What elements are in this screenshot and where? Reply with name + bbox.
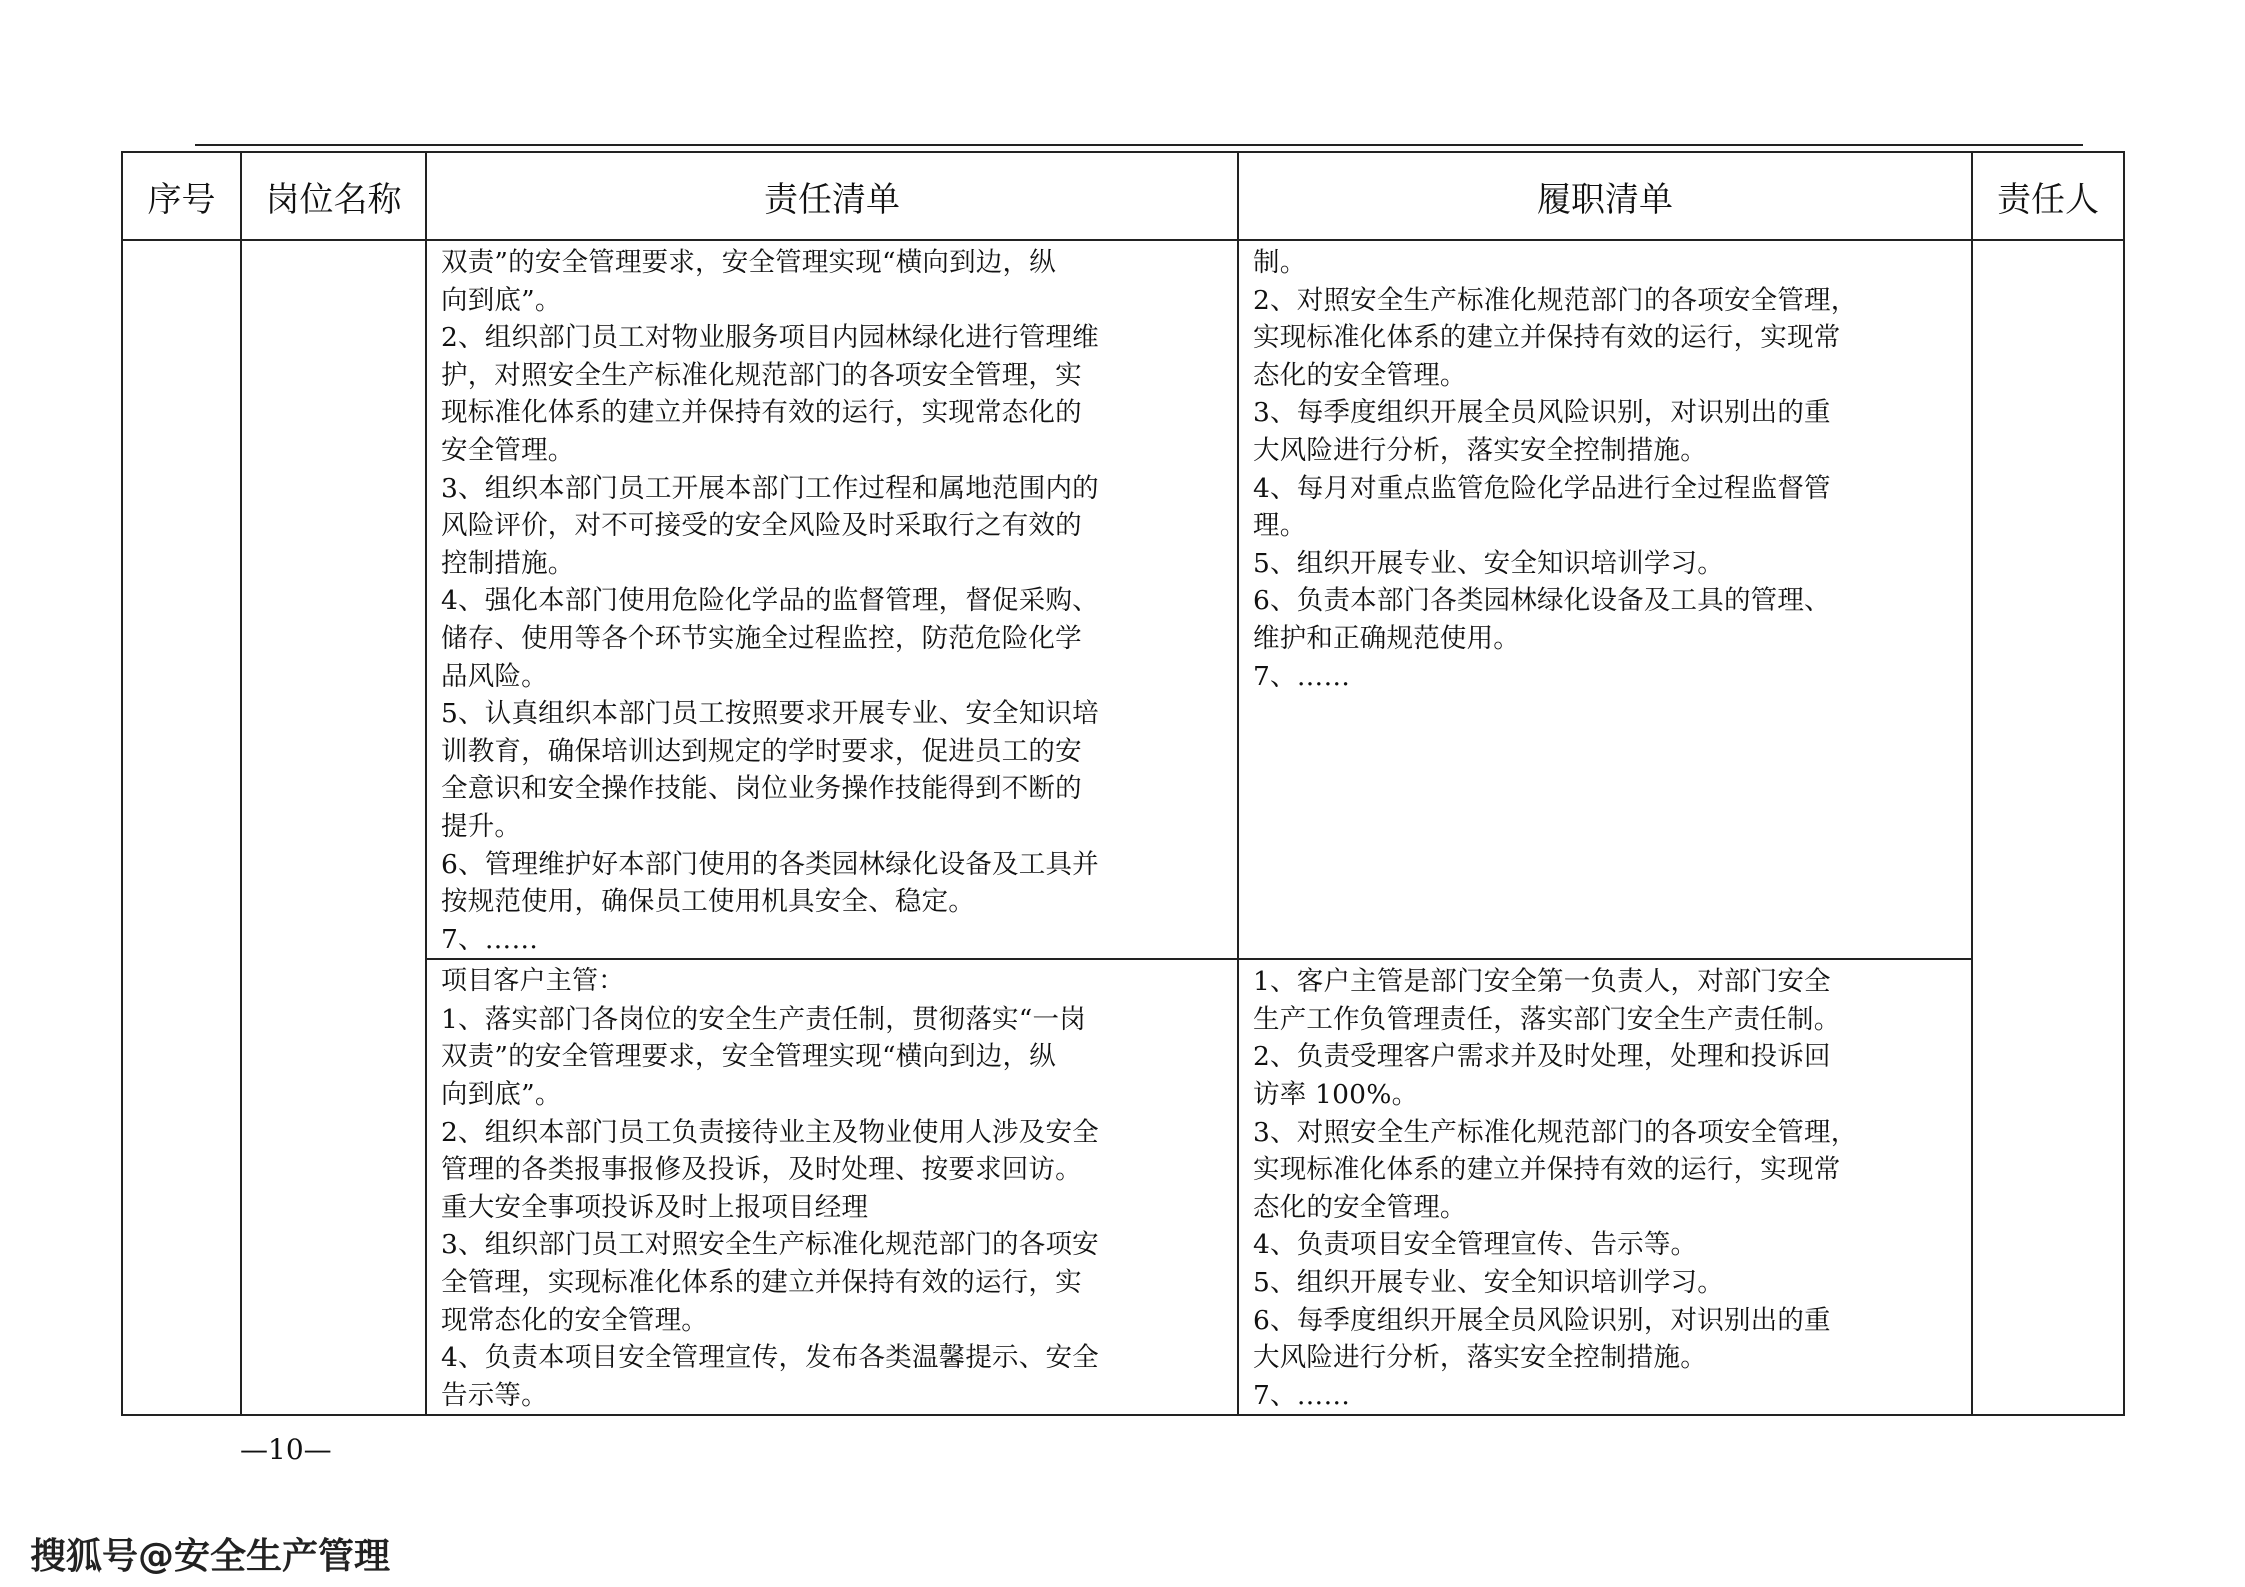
- text-line: 3、对照安全生产标准化规范部门的各项安全管理，: [1253, 1116, 1858, 1148]
- responsibility-text: [427, 241, 1237, 958]
- text-line: 向到底”。: [441, 284, 562, 316]
- text-line: 实现标准化体系的建立并保持有效的运行，实现常: [1253, 322, 1841, 354]
- text-line: 风险评价，对不可接受的安全风险及时采取行之有效的: [441, 510, 1082, 542]
- source-watermark: 搜狐号@安全生产管理: [30, 1536, 391, 1577]
- text-line: 生产工作负管理责任，落实部门安全生产责任制。: [1253, 1003, 1841, 1035]
- responsibility-text: [427, 960, 1237, 1414]
- text-line: 4、负责本项目安全管理宣传，发布各类温馨提示、安全: [441, 1342, 1099, 1374]
- table-header-row: [122, 152, 2124, 240]
- text-line: 4、每月对重点监管危险化学品进行全过程监督管: [1253, 472, 1831, 504]
- position-name-cell: [241, 240, 426, 1415]
- text-line: 提升。: [441, 810, 522, 842]
- serial-number-cell: [122, 240, 241, 1415]
- text-line: 2、组织部门员工对物业服务项目内园林绿化进行管理维: [441, 322, 1099, 354]
- text-line: 2、负责受理客户需求并及时处理，处理和投诉回: [1253, 1041, 1831, 1073]
- text-line: 护，对照安全生产标准化规范部门的各项安全管理，实: [441, 359, 1082, 391]
- text-line: 6、负责本部门各类园林绿化设备及工具的管理、: [1253, 585, 1831, 617]
- text-line: 7、……: [1253, 1379, 1351, 1411]
- text-line: 双责”的安全管理要求，安全管理实现“横向到边，纵: [441, 247, 1056, 278]
- responsible-person-cell: [1972, 240, 2124, 1415]
- text-line: 5、组织开展专业、安全知识培训学习。: [1253, 1267, 1724, 1299]
- responsibility-table: [121, 151, 2125, 1416]
- text-line: 7、……: [1253, 660, 1351, 692]
- text-line: 2、对照安全生产标准化规范部门的各项安全管理，: [1253, 284, 1858, 316]
- text-line: 全意识和安全操作技能、岗位业务操作技能得到不断的: [441, 773, 1082, 805]
- performance-cell: [1238, 240, 1972, 959]
- text-line: 现常态化的安全管理。: [441, 1304, 708, 1336]
- text-line: 5、认真组织本部门员工按照要求开展专业、安全知识培: [441, 698, 1099, 730]
- text-line: 1、落实部门各岗位的安全生产责任制，贯彻落实“一岗: [441, 1003, 1086, 1035]
- table-row: [122, 240, 2124, 959]
- text-line: 6、每季度组织开展全员风险识别，对识别出的重: [1253, 1304, 1831, 1336]
- text-line: 制。: [1253, 247, 1307, 278]
- text-line: 态化的安全管理。: [1253, 1191, 1467, 1223]
- header-performance-list: 履职清单: [1238, 152, 1972, 240]
- header-responsible-person: 责任人: [1972, 152, 2124, 240]
- text-line: 全管理，实现标准化体系的建立并保持有效的运行，实: [441, 1267, 1082, 1299]
- text-line: 4、强化本部门使用危险化学品的监督管理，督促采购、: [441, 585, 1099, 617]
- text-line: 控制措施。: [441, 547, 575, 579]
- text-line: 3、每季度组织开展全员风险识别，对识别出的重: [1253, 397, 1831, 429]
- text-line: 大风险进行分析，落实安全控制措施。: [1253, 1342, 1707, 1374]
- text-line: 态化的安全管理。: [1253, 359, 1467, 391]
- text-line: 安全管理。: [441, 434, 575, 466]
- performance-text: [1239, 960, 1971, 1414]
- text-line: 4、负责项目安全管理宣传、告示等。: [1253, 1229, 1698, 1261]
- text-line: 访率 100%。: [1253, 1079, 1419, 1111]
- text-line: 告示等。: [441, 1379, 548, 1411]
- header-serial-number: 序号: [122, 152, 241, 240]
- page-number: —10—: [240, 1433, 332, 1466]
- text-line: 按规范使用，确保员工使用机具安全、稳定。: [441, 886, 975, 918]
- text-line: 2、组织本部门员工负责接待业主及物业使用人涉及安全: [441, 1116, 1099, 1148]
- performance-text: [1239, 241, 1971, 695]
- text-line: 1、客户主管是部门安全第一负责人，对部门安全: [1253, 966, 1831, 998]
- text-line: 6、管理维护好本部门使用的各类园林绿化设备及工具并: [441, 848, 1099, 880]
- text-line: 7、……: [441, 923, 539, 955]
- text-line: 大风险进行分析，落实安全控制措施。: [1253, 434, 1707, 466]
- text-line: 3、组织部门员工对照安全生产标准化规范部门的各项安: [441, 1229, 1099, 1261]
- text-line: 理。: [1253, 510, 1307, 542]
- text-line: 5、组织开展专业、安全知识培训学习。: [1253, 547, 1724, 579]
- text-line: 训教育，确保培训达到规定的学时要求，促进员工的安: [441, 735, 1082, 767]
- text-line: 实现标准化体系的建立并保持有效的运行，实现常: [1253, 1154, 1841, 1186]
- responsibility-cell: [426, 959, 1238, 1415]
- text-line: 现标准化体系的建立并保持有效的运行，实现常态化的: [441, 397, 1082, 429]
- position-title: 项目客户主管：: [441, 966, 625, 997]
- header-responsibility-list: 责任清单: [426, 152, 1238, 240]
- text-line: 向到底”。: [441, 1079, 562, 1111]
- text-line: 管理的各类报事报修及投诉，及时处理、按要求回访。: [441, 1154, 1082, 1186]
- performance-cell: [1238, 959, 1972, 1415]
- text-line: 双责”的安全管理要求，安全管理实现“横向到边，纵: [441, 1041, 1056, 1073]
- text-line: 储存、使用等各个环节实施全过程监控，防范危险化学: [441, 622, 1082, 654]
- text-line: 维护和正确规范使用。: [1253, 622, 1520, 654]
- text-line: 品风险。: [441, 660, 548, 692]
- top-rule: [195, 144, 2083, 146]
- text-line: 重大安全事项投诉及时上报项目经理: [441, 1191, 869, 1223]
- responsibility-cell: [426, 240, 1238, 959]
- text-line: 3、组织本部门员工开展本部门工作过程和属地范围内的: [441, 472, 1099, 504]
- header-position-name: 岗位名称: [241, 152, 426, 240]
